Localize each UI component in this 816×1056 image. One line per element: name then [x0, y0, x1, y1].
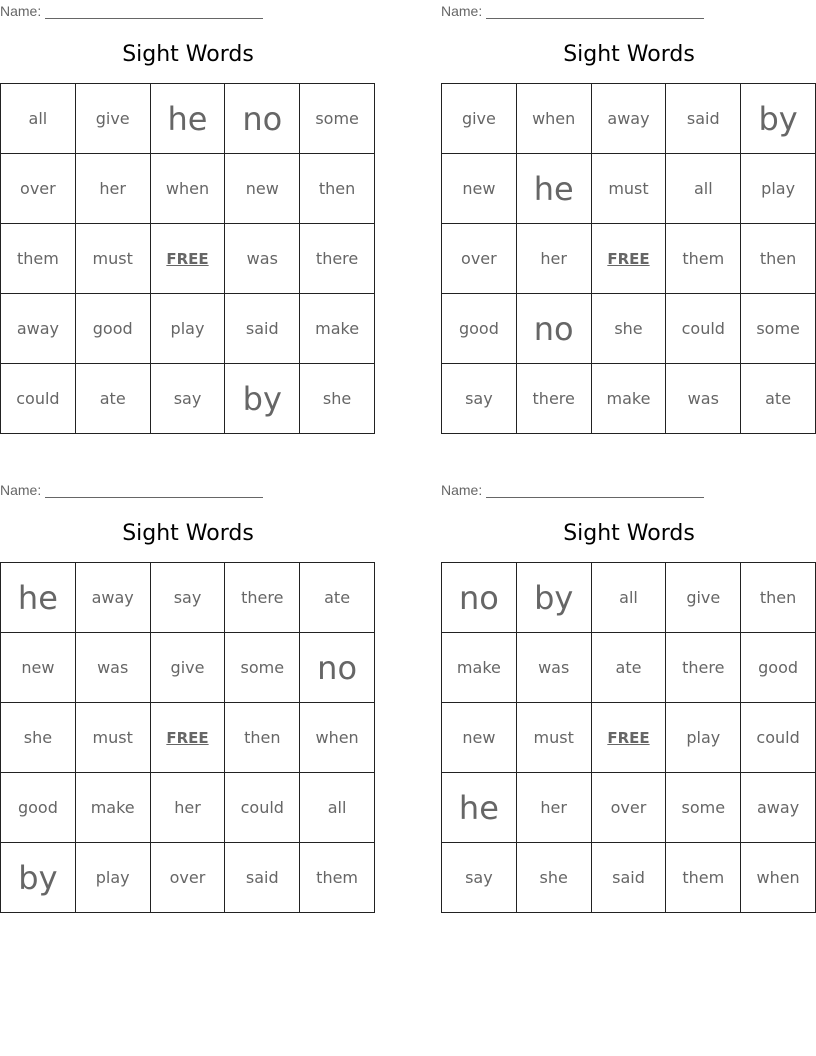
bingo-grid: [441, 83, 816, 434]
word-cell: could: [741, 703, 816, 773]
word-cell: when: [151, 154, 226, 224]
word-cell: play: [666, 703, 741, 773]
word-cell: could: [1, 364, 76, 434]
word-cell: ate: [592, 633, 667, 703]
name-field[interactable]: [441, 3, 704, 19]
word-cell: then: [225, 703, 300, 773]
word-cell: say: [442, 843, 517, 913]
free-space-cell: FREE: [151, 703, 226, 773]
word-cell: no: [517, 294, 592, 364]
word-cell: said: [666, 84, 741, 154]
word-cell: must: [76, 703, 151, 773]
word-cell: them: [666, 843, 741, 913]
word-cell: some: [741, 294, 816, 364]
word-cell: said: [225, 294, 300, 364]
card-title: Sight Words: [563, 521, 695, 546]
word-cell: no: [442, 563, 517, 633]
word-cell: say: [442, 364, 517, 434]
word-cell: make: [592, 364, 667, 434]
name-field[interactable]: [441, 482, 704, 498]
word-cell: was: [517, 633, 592, 703]
word-cell: good: [442, 294, 517, 364]
name-field[interactable]: [0, 482, 263, 498]
word-cell: give: [442, 84, 517, 154]
name-underline: [45, 6, 263, 19]
word-cell: play: [741, 154, 816, 224]
bingo-card-4: [441, 479, 816, 919]
word-cell: when: [517, 84, 592, 154]
name-underline: [486, 485, 704, 498]
word-cell: must: [592, 154, 667, 224]
word-cell: could: [666, 294, 741, 364]
word-cell: make: [300, 294, 375, 364]
word-cell: there: [666, 633, 741, 703]
word-cell: was: [225, 224, 300, 294]
word-cell: was: [666, 364, 741, 434]
word-cell: her: [517, 773, 592, 843]
word-cell: over: [592, 773, 667, 843]
word-cell: all: [592, 563, 667, 633]
name-label: Name:: [441, 482, 483, 498]
word-cell: no: [225, 84, 300, 154]
word-cell: away: [592, 84, 667, 154]
word-cell: by: [225, 364, 300, 434]
word-cell: away: [1, 294, 76, 364]
free-space-cell: FREE: [151, 224, 226, 294]
word-cell: new: [225, 154, 300, 224]
word-cell: them: [666, 224, 741, 294]
word-cell: all: [300, 773, 375, 843]
word-cell: then: [300, 154, 375, 224]
name-underline: [486, 6, 704, 19]
word-cell: she: [517, 843, 592, 913]
word-cell: new: [442, 703, 517, 773]
name-label: Name:: [0, 3, 42, 19]
word-cell: said: [225, 843, 300, 913]
word-cell: he: [442, 773, 517, 843]
word-cell: no: [300, 633, 375, 703]
word-cell: give: [666, 563, 741, 633]
word-cell: there: [517, 364, 592, 434]
word-cell: give: [76, 84, 151, 154]
name-label: Name:: [0, 482, 42, 498]
word-cell: all: [1, 84, 76, 154]
bingo-card-1: [0, 0, 376, 440]
word-cell: there: [225, 563, 300, 633]
card-title: Sight Words: [122, 521, 254, 546]
word-cell: by: [1, 843, 76, 913]
word-cell: some: [225, 633, 300, 703]
word-cell: she: [1, 703, 76, 773]
word-cell: her: [151, 773, 226, 843]
word-cell: must: [76, 224, 151, 294]
word-cell: new: [442, 154, 517, 224]
bingo-grid: [0, 562, 375, 913]
word-cell: he: [517, 154, 592, 224]
word-cell: when: [741, 843, 816, 913]
word-cell: over: [1, 154, 76, 224]
word-cell: away: [741, 773, 816, 843]
word-cell: ate: [300, 563, 375, 633]
bingo-grid: [0, 83, 375, 434]
word-cell: ate: [741, 364, 816, 434]
word-cell: new: [1, 633, 76, 703]
word-cell: was: [76, 633, 151, 703]
card-title: Sight Words: [122, 42, 254, 67]
word-cell: then: [741, 224, 816, 294]
name-label: Name:: [441, 3, 483, 19]
word-cell: he: [1, 563, 76, 633]
bingo-grid: [441, 562, 816, 913]
name-underline: [45, 485, 263, 498]
word-cell: he: [151, 84, 226, 154]
word-cell: by: [517, 563, 592, 633]
word-cell: play: [151, 294, 226, 364]
word-cell: say: [151, 563, 226, 633]
word-cell: she: [300, 364, 375, 434]
word-cell: she: [592, 294, 667, 364]
word-cell: play: [76, 843, 151, 913]
word-cell: her: [76, 154, 151, 224]
card-title: Sight Words: [563, 42, 695, 67]
word-cell: give: [151, 633, 226, 703]
word-cell: away: [76, 563, 151, 633]
word-cell: when: [300, 703, 375, 773]
word-cell: make: [76, 773, 151, 843]
word-cell: by: [741, 84, 816, 154]
word-cell: over: [151, 843, 226, 913]
name-field[interactable]: [0, 3, 263, 19]
word-cell: ate: [76, 364, 151, 434]
word-cell: some: [666, 773, 741, 843]
word-cell: over: [442, 224, 517, 294]
word-cell: there: [300, 224, 375, 294]
bingo-card-2: [441, 0, 816, 440]
free-space-cell: FREE: [592, 224, 667, 294]
word-cell: make: [442, 633, 517, 703]
word-cell: could: [225, 773, 300, 843]
word-cell: some: [300, 84, 375, 154]
word-cell: must: [517, 703, 592, 773]
word-cell: good: [741, 633, 816, 703]
word-cell: all: [666, 154, 741, 224]
word-cell: then: [741, 563, 816, 633]
word-cell: good: [1, 773, 76, 843]
word-cell: say: [151, 364, 226, 434]
free-space-cell: FREE: [592, 703, 667, 773]
bingo-card-3: [0, 479, 376, 919]
word-cell: said: [592, 843, 667, 913]
word-cell: her: [517, 224, 592, 294]
word-cell: them: [1, 224, 76, 294]
word-cell: good: [76, 294, 151, 364]
word-cell: them: [300, 843, 375, 913]
